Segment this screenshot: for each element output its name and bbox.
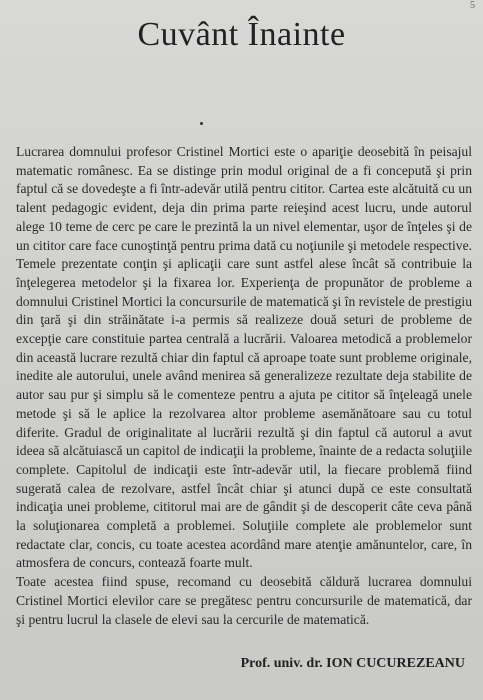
paragraph-2: Toate acestea fiind spuse, recomand cu deosebită căldură lucrarea domnului Cristinel Mortici elevilor care se pregătesc pentru concursurile de matematică, dar şi pentru lucrul la clasele de elevi sau la cercurile de matematică. <box>16 574 472 627</box>
paragraph-1: Lucrarea domnului profesor Cristinel Mortici este o apariţie deosebită în peisajul matematic românesc. Ea se distinge prin modul original de a fi concepută şi prin faptul că se dovedeşte a fi într-adevăr utilă pentru cititor. Cartea este alcătuită cu un talent pedagogic evident, deja din prima parte reieşind acest lucru, unde autorul alege 10 teme de cerc pe care le prezintă la un nivel elementar, uşor de înţeles şi de un cititor care face cunoştinţă pentru prima dată cu noţiunile şi metodele respective. Temele prezentate conţin şi aplicaţii care sunt astfel alese încât să contribuie la înţelegerea metodelor şi la fixarea lor. Experienţa de propunător de probleme a domnului Cristinel Mortici la concursurile de matematică şi în revistele de prestigiu din ţară şi din străinătate i-a permis să realizeze două seturi de probleme de excepţie care constituie partea centrală a lucrării. Valoarea metodică a problemelor din această lucrare rezultă chiar din faptul că aproape toate sunt probleme originale, inedite ale autorului, unele având menirea să generalizeze rezultate deja stabilite de autor sau pur şi simplu să le comenteze pentru a ajuta pe cititor să înţeleagă unele metode şi să le aplice la rezolvarea altor probleme asemănătoare sau cu totul diferite. Gradul de originalitate al lucrării rezultă şi din faptul că autorul a avut ideea să alcătuiască un capitol de indicaţii la probleme, înainte de a redacta soluţiile complete. Capitolul de indicaţii este într-adevăr util, la fiecare problemă fiind sugerată calea de rezolvare, astfel încât chiar şi atunci după ce este consultată indicaţia unei probleme, cititorul mai are de gândit şi de descoperit câte ceva până la soluţionarea completă a problemei. Soluţiile complete ale problemelor sunt redactate clar, concis, cu toate acestea acordând mare atenţie amănuntelor, care, în atmosfera de concurs, contează foarte mult. <box>16 144 472 571</box>
decorative-dot <box>200 122 203 125</box>
foreword-body <box>16 143 472 629</box>
author-signature: Prof. univ. dr. ION CUCUREZEANU <box>240 656 465 671</box>
page-title: Cuvânt Înainte <box>137 16 346 53</box>
page-number: 5 <box>470 0 475 11</box>
